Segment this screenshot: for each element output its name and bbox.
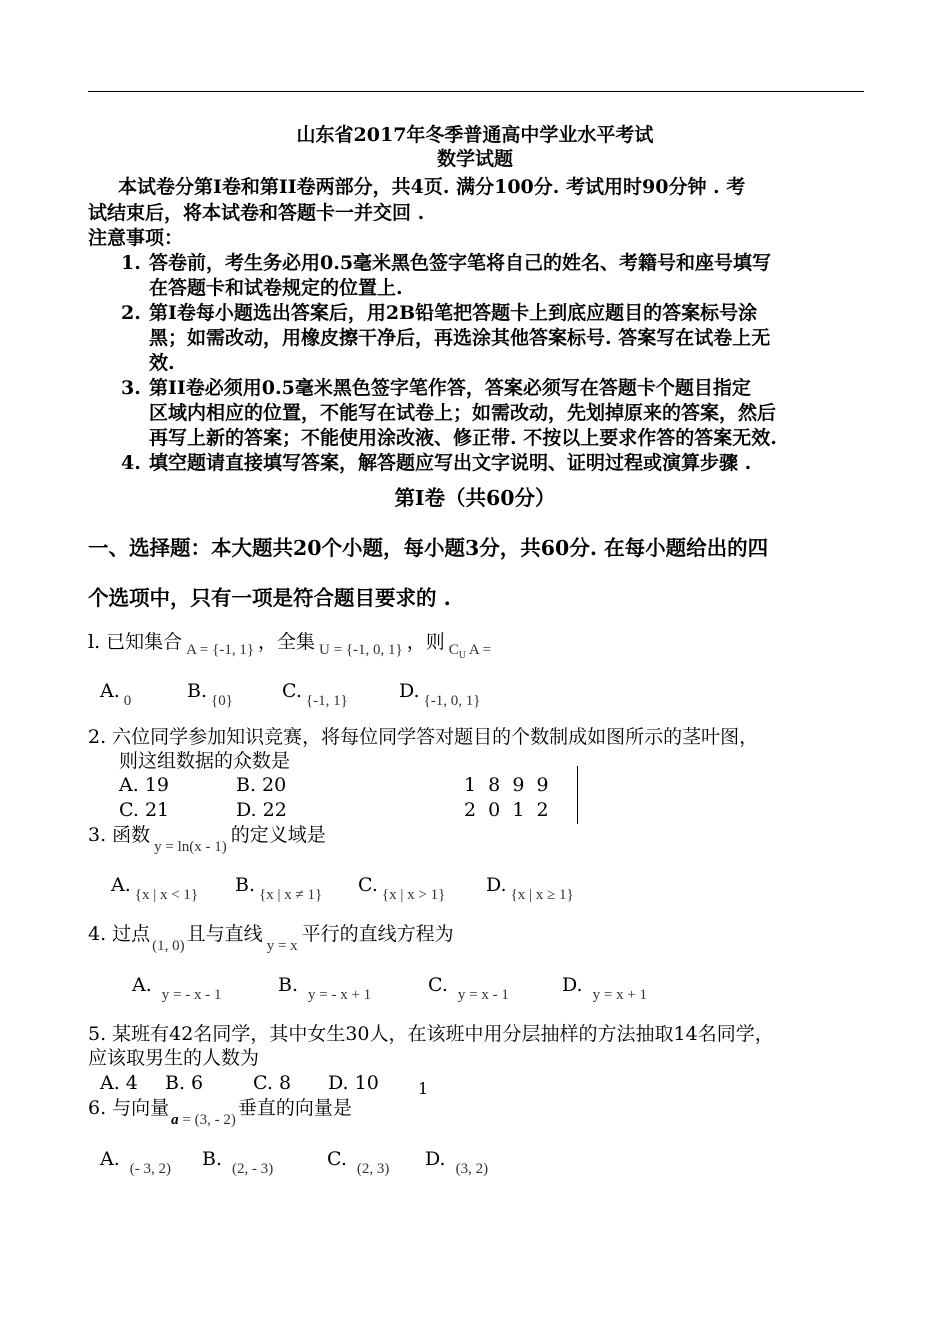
intro-line-2: 试结束后，将本试卷和答题卡一并交回 . bbox=[88, 202, 425, 224]
q1-option-d[interactable]: D. $_{\{-1, 0, 1\}}$ bbox=[399, 680, 481, 709]
q5-option-c[interactable]: C. 8 bbox=[253, 1072, 292, 1094]
section-line-1: 一、选择题：本大题共20个小题，每小题3分，共60分. 在每小题给出的四 bbox=[88, 536, 769, 560]
exam-subtitle: 数学试题 bbox=[436, 148, 513, 170]
note-2-num: 2. bbox=[121, 302, 141, 324]
exam-title: 山东省2017年冬季普通高中学业水平考试 bbox=[296, 124, 654, 146]
stem-leaf-row-2: 2 0 1 2 bbox=[464, 799, 549, 821]
q3-math: y = ln(x - 1) bbox=[154, 839, 227, 855]
q6-option-d[interactable]: D. $_{(3, 2)}$ bbox=[425, 1148, 489, 1177]
q5-option-d[interactable]: D. 10 bbox=[328, 1072, 379, 1094]
notes-heading: 注意事项： bbox=[88, 227, 184, 249]
q5-line-2: 应该取男生的人数为 bbox=[88, 1047, 260, 1069]
q2-option-a[interactable]: A. 19 bbox=[119, 774, 169, 796]
q1-math-b: U = {-1, 0, 1} bbox=[319, 642, 403, 658]
note-2-line-3: 效. bbox=[149, 352, 175, 374]
q5-line-1: 5. 某班有42名同学，其中女生30人，在该班中用分层抽样的方法抽取14名同学， bbox=[88, 1023, 774, 1045]
q4-math-a: (1, 0) bbox=[152, 938, 185, 954]
q1-math-c: CU A = bbox=[448, 642, 492, 661]
note-3-line-3: 再写上新的答案；不能使用涂改液、修正带. 不按以上要求作答的答案无效. bbox=[149, 427, 777, 449]
q6-option-b[interactable]: B. $_{(2, - 3)}$ bbox=[202, 1148, 274, 1177]
q3-option-a[interactable]: A. $_{\{x | x < 1\}}$ bbox=[111, 874, 199, 903]
top-rule bbox=[88, 91, 864, 92]
q5-option-a[interactable]: A. 4 bbox=[100, 1072, 138, 1094]
q2-option-b[interactable]: B. 20 bbox=[236, 774, 287, 796]
q4-stem: 4. 过点$_{(1, 0)}$且与直线$_{y = x}$平行的直线方程为 bbox=[88, 923, 454, 954]
q1-math-a: A = {-1, 1} bbox=[186, 642, 255, 658]
note-4-line-1: 填空题请直接填写答案，解答题应写出文字说明、证明过程或演算步骤 . bbox=[149, 452, 752, 474]
q2-line-1: 2. 六位同学参加知识竞赛，将每位同学答对题目的个数制成如图所示的茎叶图， bbox=[88, 726, 759, 748]
note-3-num: 3. bbox=[121, 377, 141, 399]
q4-option-d[interactable]: D. $_{y = x + 1}$ bbox=[562, 974, 648, 1003]
note-3-line-2: 区域内相应的位置，不能写在试卷上；如需改动，先划掉原来的答案，然后 bbox=[149, 402, 777, 424]
q1-option-a[interactable]: A. $_0$ bbox=[100, 680, 132, 709]
q1-option-b[interactable]: B. $_{\{0\}}$ bbox=[187, 680, 233, 709]
note-4-num: 4. bbox=[121, 452, 141, 474]
note-1-num: 1. bbox=[121, 252, 141, 274]
page-number: 1 bbox=[418, 1079, 429, 1098]
q3-option-c[interactable]: C. $_{\{x | x > 1\}}$ bbox=[358, 874, 446, 903]
q3-option-d[interactable]: D. $_{\{x | x \ge 1\}}$ bbox=[486, 874, 574, 903]
q1-text-a: l. 已知集合 bbox=[88, 631, 183, 653]
q2-option-d[interactable]: D. 22 bbox=[236, 799, 287, 821]
q1-stem bbox=[88, 630, 491, 662]
note-1-line-1: 答卷前，考生务必用0.5毫米黑色签字笔将自己的姓名、考籍号和座号填写 bbox=[149, 252, 772, 274]
stem-leaf-row-1: 1 8 9 9 bbox=[464, 774, 549, 796]
q5-option-b[interactable]: B. 6 bbox=[165, 1072, 204, 1094]
q2-line-2: 则这组数据的众数是 bbox=[119, 750, 291, 772]
q1-text-b: ，全集 bbox=[258, 631, 316, 653]
q6-math: a = (3, - 2) bbox=[171, 1112, 236, 1128]
q2-option-c[interactable]: C. 21 bbox=[119, 799, 170, 821]
intro-line-1: 本试卷分第I卷和第II卷两部分，共4页. 满分100分. 考试用时90分钟 . 考 bbox=[118, 176, 746, 198]
part-title: 第I卷（共60分） bbox=[394, 486, 556, 510]
note-3-line-1: 第II卷必须用0.5毫米黑色签字笔作答，答案必须写在答题卡个题目指定 bbox=[149, 377, 751, 399]
q6-stem: 6. 与向量$_{a = (3, - 2)}$垂直的向量是 bbox=[88, 1097, 352, 1128]
q4-math-b: y = x bbox=[266, 938, 298, 954]
q1-option-c[interactable]: C. $_{\{-1, 1\}}$ bbox=[282, 680, 348, 709]
q3-option-b[interactable]: B. $_{\{x | x \ne 1\}}$ bbox=[235, 874, 323, 903]
q6-option-a[interactable]: A. $_{(- 3, 2)}$ bbox=[100, 1148, 172, 1177]
q4-option-c[interactable]: C. $_{y = x - 1}$ bbox=[428, 974, 509, 1003]
q3-stem: 3. 函数$_{y = ln(x - 1)}$的定义域是 bbox=[88, 824, 326, 855]
note-1-line-2: 在答题卡和试卷规定的位置上. bbox=[149, 277, 403, 299]
section-line-2: 个选项中，只有一项是符合题目要求的 . bbox=[88, 586, 451, 610]
q4-option-a[interactable]: A. $_{y = - x - 1}$ bbox=[132, 974, 222, 1003]
stem-leaf-divider bbox=[577, 766, 578, 824]
note-2-line-2: 黑；如需改动，用橡皮擦干净后，再选涂其他答案标号. 答案写在试卷上无 bbox=[149, 327, 771, 349]
q1-text-c: ，则 bbox=[406, 631, 445, 653]
note-2-line-1: 第I卷每小题选出答案后，用2B铅笔把答题卡上到底应题目的答案标号涂 bbox=[149, 302, 758, 324]
q4-option-b[interactable]: B. $_{y = - x + 1}$ bbox=[278, 974, 372, 1003]
q6-option-c[interactable]: C. $_{(2, 3)}$ bbox=[327, 1148, 390, 1177]
